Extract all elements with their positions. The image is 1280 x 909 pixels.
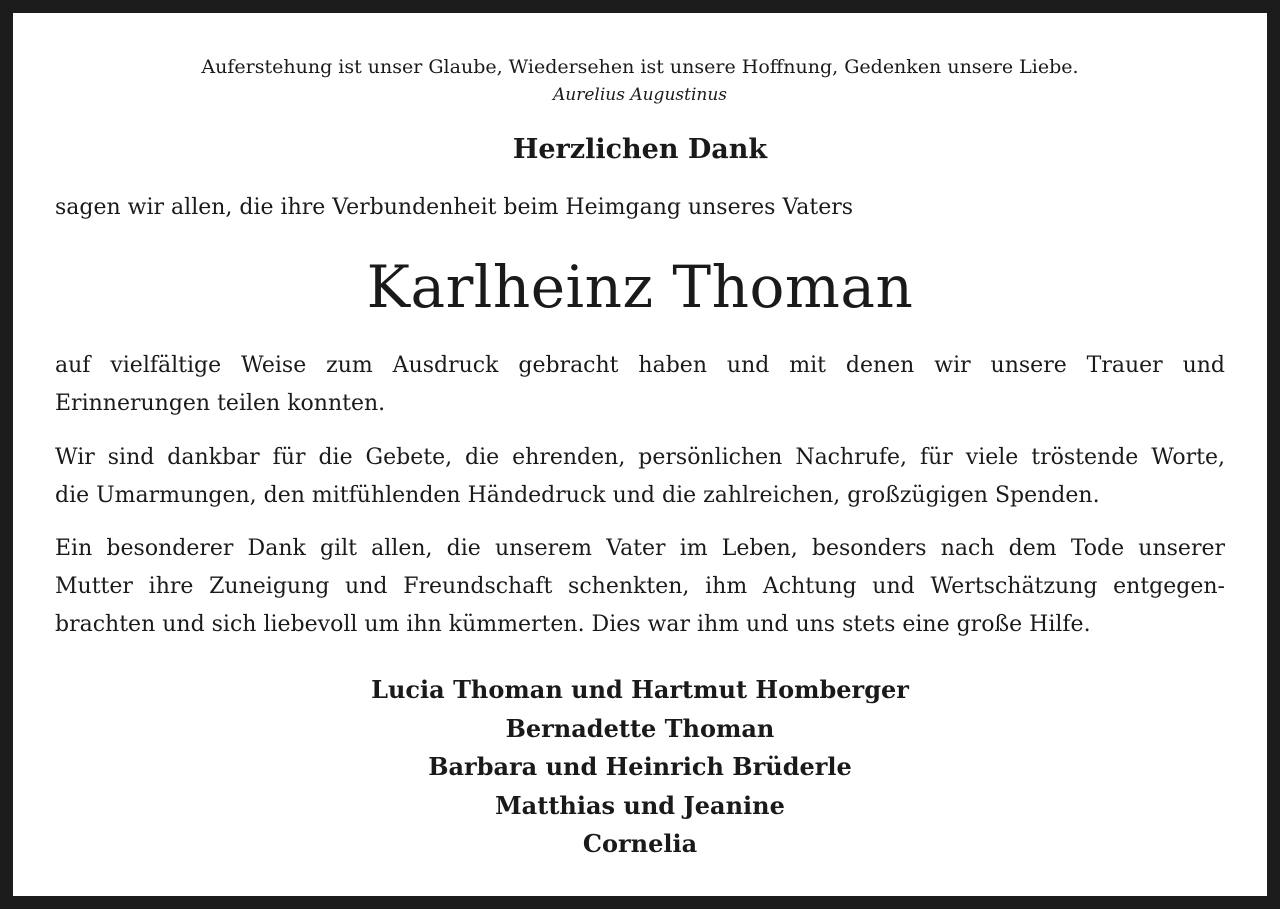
signer-name: Cornelia	[582, 829, 698, 858]
signer-name: Bernadette Thoman	[505, 713, 775, 743]
intro-line: sagen wir allen, die ihre Verbundenheit beim Heimgang unseres Vaters	[55, 195, 854, 220]
paragraph-2	[55, 439, 1225, 515]
paragraph-line: brachten und sich liebevoll um ihn kümmerten. Dies war ihm und uns stets eine große Hilfe.	[55, 612, 1091, 637]
motto-author: Aurelius Augustinus	[552, 85, 728, 105]
paragraph-line: Ein besonderer Dank gilt allen, die unserem Vater im Leben, besonders nach dem Tode unserer	[55, 536, 1225, 561]
deceased-name: Karlheinz Thoman	[366, 253, 914, 321]
paragraph-line: auf vielfältige Weise zum Ausdruck gebracht haben und mit denen wir unsere Trauer und	[55, 353, 1225, 378]
paragraph-3	[55, 530, 1225, 644]
paragraph-line: Erinnerungen teilen konnten.	[55, 391, 386, 416]
signer-name: Matthias und Jeanine	[495, 790, 785, 820]
motto-quote: Auferstehung ist unser Glaube, Wiedersehen ist unsere Hoffnung, Gedenken unsere Liebe.	[201, 56, 1079, 78]
paragraph-1	[55, 347, 1225, 423]
obituary-card	[13, 13, 1267, 896]
thanks-heading: Herzlichen Dank	[512, 134, 768, 165]
signer-name: Lucia Thoman und Hartmut Homberger	[371, 675, 909, 704]
paragraph-line: die Umarmungen, den mitfühlenden Händedruck und die zahlreichen, großzügigen Spenden.	[55, 483, 1100, 508]
paragraph-line: Wir sind dankbar für die Gebete, die ehrenden, persönlichen Nachrufe, für viele tröstende Worte,	[55, 445, 1225, 470]
signers-list	[13, 671, 1267, 864]
paragraph-line: Mutter ihre Zuneigung und Freundschaft schenkten, ihm Achtung und Wertschätzung entgegen-	[55, 574, 1225, 599]
signer-name: Barbara und Heinrich Brüderle	[428, 752, 852, 781]
